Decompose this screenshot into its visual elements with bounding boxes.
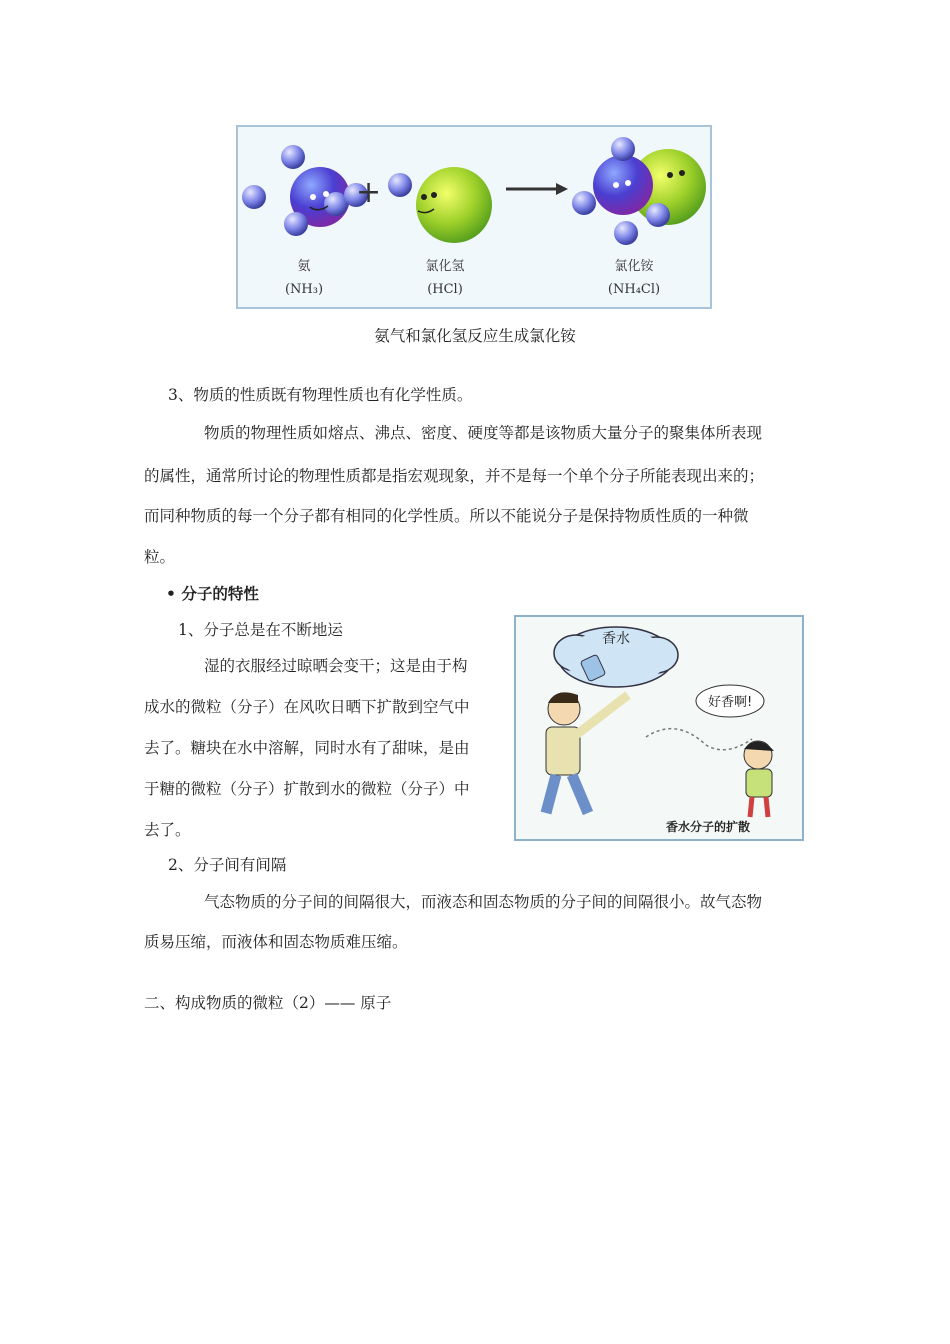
man-figure: [546, 692, 628, 813]
section3-line-3: 而同种物质的每一个分子都有相同的化学性质。所以不能说分子是保持物质性质的一种微: [144, 507, 749, 525]
item1-line-5: 去了。: [144, 821, 191, 839]
nh3-name: 氨: [297, 259, 311, 274]
nh4cl-name: 氯化铵: [614, 259, 654, 274]
hcl-name: 氯化氢: [425, 259, 465, 274]
item1-line-4: 于糖的微粒（分子）扩散到水的微粒（分子）中: [144, 780, 470, 798]
section3-heading: 3、物质的性质既有物理性质也有化学性质。: [168, 386, 473, 404]
nh3-formula: (NH₃): [284, 282, 324, 297]
perfume-illustration: [516, 617, 802, 839]
ammonium-chloride-molecule: [572, 137, 706, 245]
section3-line-2: 的属性，通常所讨论的物理性质都是指宏观现象，并不是每一个单个分子所能表现出来的；: [144, 467, 765, 485]
section3-line-4: 粒。: [144, 548, 176, 566]
section2-heading: 二、构成物质的微粒（2）—— 原子: [144, 994, 392, 1012]
item2-line-2: 质易压缩，而液体和固态物质难压缩。: [144, 933, 408, 951]
hcl-formula: (HCl): [427, 282, 463, 297]
properties-title: 分子的特性: [181, 585, 259, 603]
plus-sign: +: [356, 175, 382, 210]
reaction-arrow: [506, 183, 568, 195]
reaction-diagram: [238, 127, 710, 307]
cloud-text: 香水: [602, 631, 630, 647]
item2-heading: 2、分子间有间隔: [168, 856, 287, 874]
perfume-caption: 香水分子的扩散: [666, 820, 751, 834]
speech-text: 好香啊!: [708, 695, 753, 710]
girl-figure: [744, 741, 774, 817]
figure-caption: 氨气和氯化氢反应生成氯化铵: [374, 327, 576, 345]
reaction-figure: [236, 125, 712, 309]
item1-line-1: 湿的衣服经过晾晒会变干；这是由于构: [204, 657, 468, 675]
scent-trail: [646, 729, 752, 750]
item2-line-1: 气态物质的分子间的间隔很大，而液态和固态物质的分子间的间隔很小。故气态物: [204, 893, 763, 911]
properties-heading: [166, 584, 259, 604]
item1-heading: 1、分子总是在不断地运: [178, 621, 343, 639]
hydrogen-chloride-molecule: [388, 167, 492, 243]
ammonia-molecule: [242, 145, 368, 236]
section3-line-1: 物质的物理性质如熔点、沸点、密度、硬度等都是该物质大量分子的聚集体所表现: [204, 424, 763, 442]
bullet: •: [166, 585, 176, 603]
perfume-figure: [514, 615, 804, 841]
nh4cl-formula: (NH₄Cl): [607, 282, 661, 297]
item1-line-3: 去了。糖块在水中溶解，同时水有了甜味，是由: [144, 739, 470, 757]
item1-line-2: 成水的微粒（分子）在风吹日晒下扩散到空气中: [144, 698, 470, 716]
